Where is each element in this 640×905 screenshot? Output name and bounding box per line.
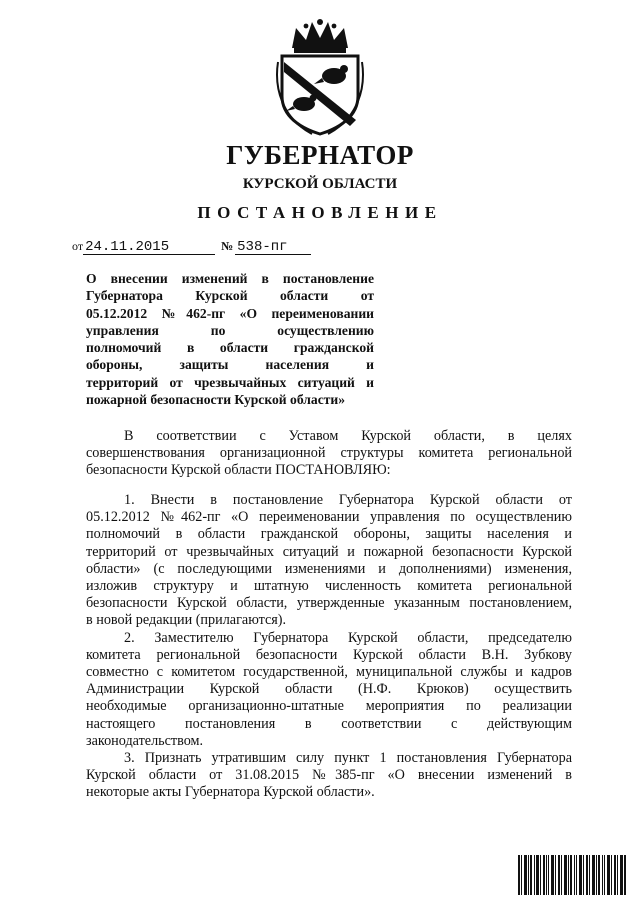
item-3-line: некоторые акты Губернатора Курской области». <box>86 784 375 801</box>
coat-of-arms-emblem <box>272 18 368 136</box>
item-3-paragraph <box>86 750 572 802</box>
item-2-paragraph <box>86 630 572 750</box>
item-1-line: области» (с последующими изменениями и дополнениями) изменения, <box>86 560 572 577</box>
preamble-line: безопасности Курской области ПОСТАНОВЛЯЮ: <box>86 462 391 479</box>
preamble-line: совершенствования организационной структуры комитета региональной <box>86 445 572 462</box>
item-1-line: безопасности Курской области, утвержденные указанным постановлением, <box>86 595 572 612</box>
item-2-line: комитета региональной безопасности Курской области В.Н. Зубкову <box>86 646 572 663</box>
subject-line: Губернатора Курской области от <box>86 288 374 304</box>
subject-line: 05.12.2012 №462-пг «О переименовании <box>86 305 374 321</box>
item-2-line: законодательством. <box>86 732 204 749</box>
document-subject <box>86 270 374 408</box>
subject-line: обороны, защиты населения и <box>86 357 374 373</box>
subject-line: территорий от чрезвычайных ситуаций и <box>86 374 374 390</box>
item-1-line: в новой редакции (прилагаются). <box>86 612 287 629</box>
subject-line: О внесении изменений в постановление <box>86 271 374 286</box>
item-2-line: необходимые организационно-штатные мероприятия по реализации <box>86 698 572 715</box>
region-subtitle: КУРСКОЙ ОБЛАСТИ <box>242 176 398 192</box>
item-2-line: 2. Заместителю Губернатора Курской области, председателю <box>124 629 572 646</box>
document-date: 24.11.2015 <box>83 240 215 255</box>
document-number: 538-пг <box>235 240 311 255</box>
subject-line: пожарной безопасности Курской области» <box>86 392 346 408</box>
item-2-line: Администрации Курской области (Н.Ф. Крюков) осуществить <box>86 681 572 698</box>
subject-line: полномочий в области гражданской <box>86 340 374 356</box>
date-number-line <box>72 238 311 255</box>
item-3-line: Курской области от 31.08.2015 №385-пг «О внесении изменений в <box>86 767 572 784</box>
item-1-paragraph <box>86 492 572 630</box>
resolution-items <box>86 492 572 802</box>
item-2-line: совместно с комитетом государственной, муниципальной службы и кадров <box>86 664 572 681</box>
item-3-line: 3. Признать утратившим силу пункт 1 постановления Губернатора <box>124 750 572 767</box>
document-type: ПОСТАНОВЛЕНИЕ <box>197 203 443 222</box>
item-1-line: 1. Внести в постановление Губернатора Курской области от <box>124 492 572 508</box>
number-label: № <box>221 239 234 253</box>
item-1-line: изложив структуру и штатную численность комитета региональной <box>86 578 572 595</box>
governor-title: ГУБЕРНАТОР <box>226 140 414 170</box>
preamble-line: В соответствии с Уставом Курской области, в целях <box>124 428 572 444</box>
preamble-paragraph <box>86 428 572 480</box>
from-label: от <box>72 239 84 253</box>
barcode <box>518 855 626 895</box>
item-1-line: полномочий в области гражданской обороны, защиты населения и <box>86 526 572 543</box>
item-1-line: территорий от чрезвычайных ситуаций и пожарной безопасности Курской <box>86 543 572 560</box>
item-2-line: настоящего постановления в соответствии с действующим <box>86 715 572 732</box>
subject-line: управления по осуществлению <box>86 322 374 338</box>
item-1-line: 05.12.2012 №462-пг «О переименовании управления по осуществлению <box>86 509 572 526</box>
